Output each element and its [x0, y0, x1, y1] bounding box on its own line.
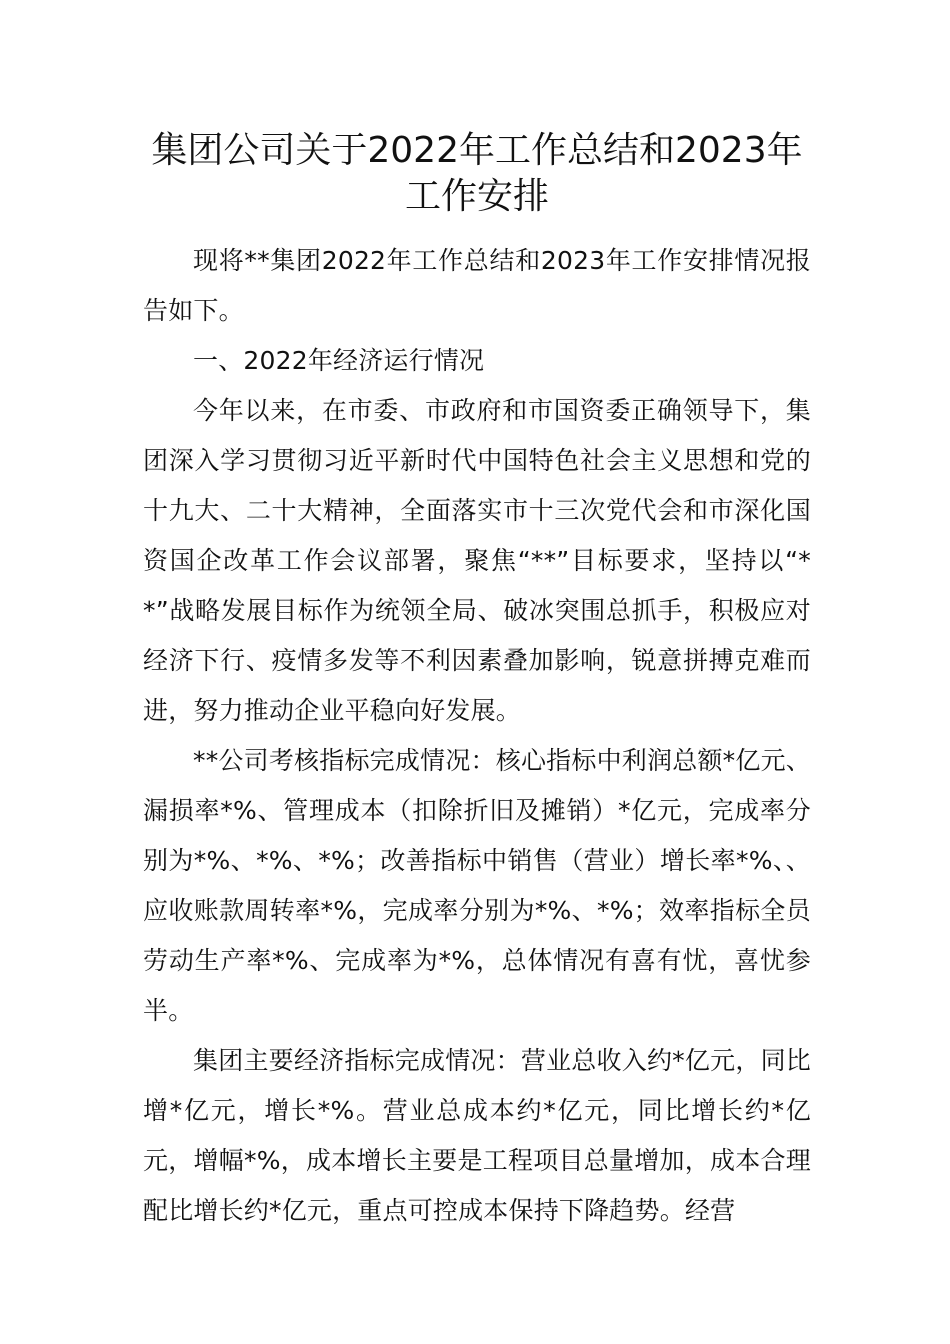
paragraph-group-indicators: 集团主要经济指标完成情况：营业总收入约*亿元，同比增*亿元，增长*%。营业总成本约*亿元，同比增长约*亿元，增幅*%，成本增长主要是工程项目总量增加，成本合理配比增长约*亿元，重点可控成本保持下降趋势。经营 [143, 1046, 811, 1225]
document-title: 集团公司关于2022年工作总结和2023年工作安排 [151, 130, 803, 217]
intro-paragraph: 现将**集团2022年工作总结和2023年工作安排情况报告如下。 [143, 246, 811, 325]
document-page [143, 128, 811, 1236]
paragraph-overview: 今年以来，在市委、市政府和市国资委正确领导下，集团深入学习贯彻习近平新时代中国特色社会主义思想和党的十九大、二十大精神，全面落实市十三次党代会和市深化国资国企改革工作会议部署，聚焦“**”目标要求，坚持以“**”战略发展目标作为统领全局、破冰突围总抓手，积极应对经济下行、疫情多发等不利因素叠加影响，锐意拼搏克难而进，努力推动企业平稳向好发展。 [143, 396, 811, 725]
section-heading-economic-operation: 一、2022年经济运行情况 [193, 346, 485, 375]
paragraph-company-indicators: **公司考核指标完成情况：核心指标中利润总额*亿元、漏损率*%、管理成本（扣除折旧及摊销）*亿元，完成率分别为*%、*%、*%；改善指标中销售（营业）增长率*%、、应收账款周转率*%，完成率分别为*%、*%；效率指标全员劳动生产率*%、完成率为*%，总体情况有喜有忧，喜忧参半。 [143, 746, 811, 1025]
